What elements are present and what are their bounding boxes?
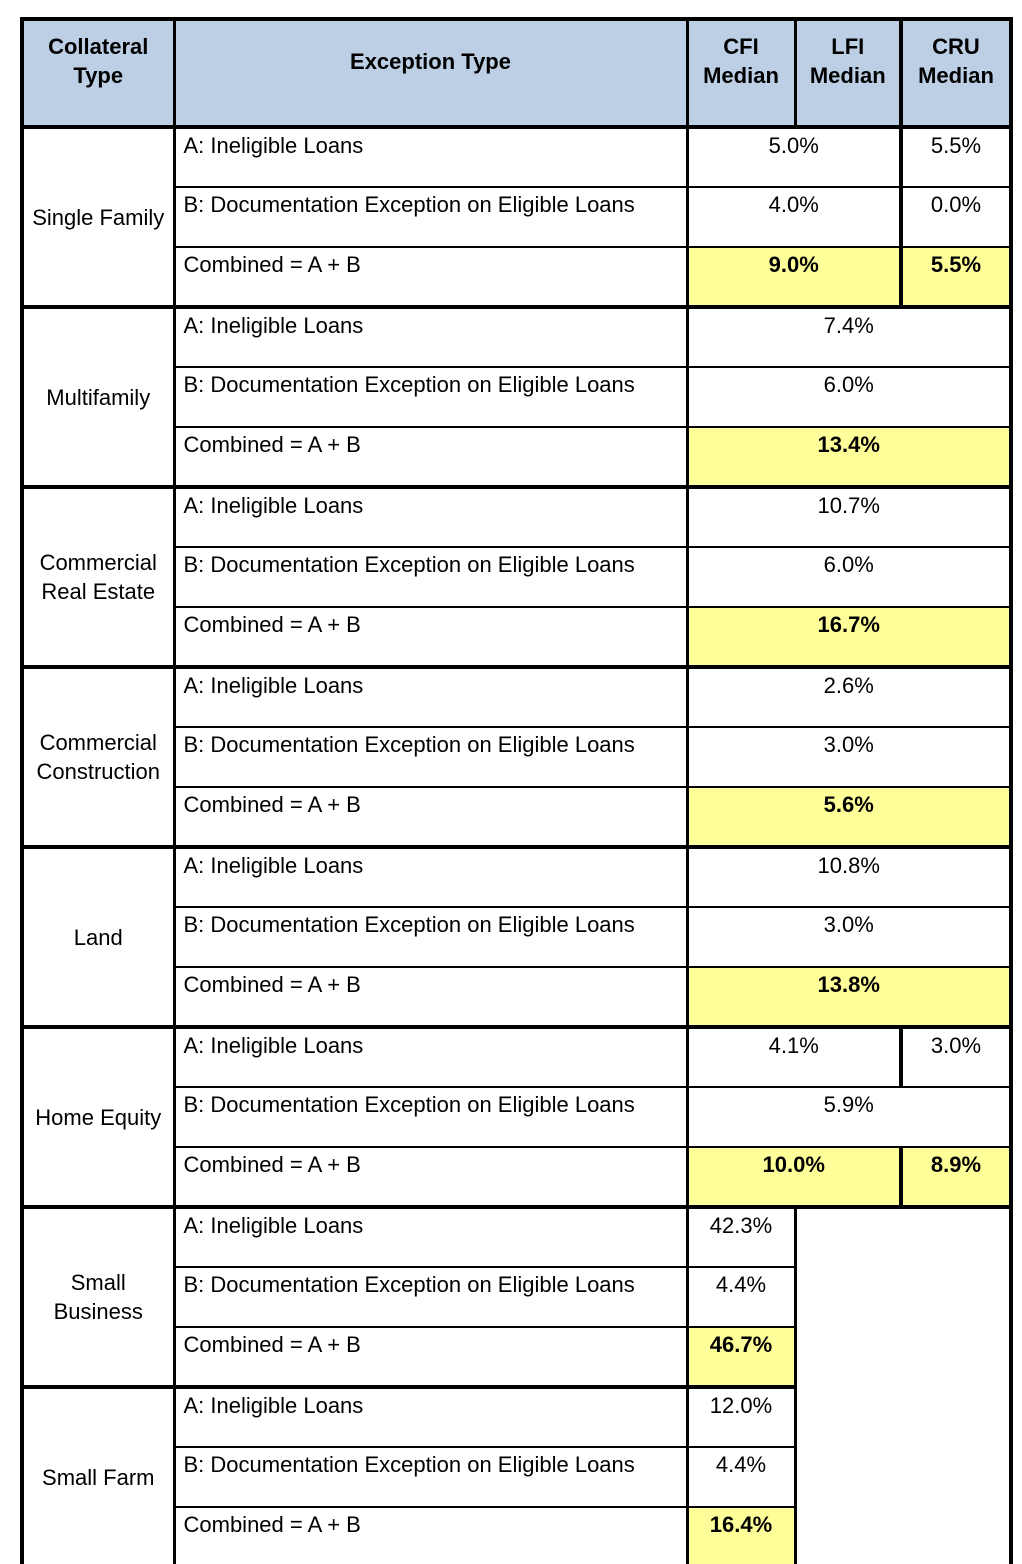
- table-row: [22, 1387, 1011, 1447]
- col-header-lfi-median: [795, 19, 901, 127]
- median-value-cell: 6.0%: [687, 367, 1011, 427]
- exception-type-cell: A: Ineligible Loans: [174, 1027, 687, 1087]
- combined-median-value-cell: 9.0%: [687, 247, 901, 307]
- col-header-lfi-median-label: LFI Median: [809, 34, 886, 88]
- median-value-cell: 3.0%: [901, 1027, 1011, 1087]
- col-header-cru-median: [901, 19, 1011, 127]
- median-value-cell: 10.7%: [687, 487, 1011, 547]
- exception-type-cell: B: Documentation Exception on Eligible Loans: [174, 907, 687, 967]
- table-row: [22, 847, 1011, 907]
- exception-type-cell: B: Documentation Exception on Eligible Loans: [174, 187, 687, 247]
- combined-median-value-cell: 13.8%: [687, 967, 1011, 1027]
- exception-type-cell: A: Ineligible Loans: [174, 847, 687, 907]
- combined-median-value-cell: 5.5%: [901, 247, 1011, 307]
- median-value-cell: 3.0%: [687, 727, 1011, 787]
- combined-median-value-cell: 13.4%: [687, 427, 1011, 487]
- median-value-cell: 5.5%: [901, 127, 1011, 187]
- exception-type-cell: Combined = A + B: [174, 607, 687, 667]
- table-row: [22, 667, 1011, 727]
- collateral-type-cell: Single Family: [22, 127, 174, 307]
- table-row: [22, 127, 1011, 187]
- median-value-cell: 5.0%: [687, 127, 901, 187]
- exception-type-cell: Combined = A + B: [174, 1327, 687, 1387]
- header-row: [22, 19, 1011, 127]
- exception-type-cell: Combined = A + B: [174, 247, 687, 307]
- combined-median-value-cell: 46.7%: [687, 1327, 795, 1387]
- median-value-cell: 4.1%: [687, 1027, 901, 1087]
- table-body: [22, 127, 1011, 1564]
- exception-type-cell: Combined = A + B: [174, 1147, 687, 1207]
- median-value-cell: 7.4%: [687, 307, 1011, 367]
- collateral-type-cell: Commercial Construction: [22, 667, 174, 847]
- collateral-type-cell: Small Farm: [22, 1387, 174, 1564]
- table-row: [22, 487, 1011, 547]
- collateral-type-cell: Small Business: [22, 1207, 174, 1387]
- exception-type-cell: B: Documentation Exception on Eligible Loans: [174, 367, 687, 427]
- exception-type-cell: Combined = A + B: [174, 787, 687, 847]
- exception-type-cell: Combined = A + B: [174, 427, 687, 487]
- median-value-cell: 6.0%: [687, 547, 1011, 607]
- collateral-type-cell: Land: [22, 847, 174, 1027]
- exception-type-cell: A: Ineligible Loans: [174, 307, 687, 367]
- exception-median-table: [20, 17, 1013, 1564]
- median-value-cell: 0.0%: [901, 187, 1011, 247]
- table-row: [22, 1027, 1011, 1087]
- exception-type-cell: B: Documentation Exception on Eligible Loans: [174, 547, 687, 607]
- exception-type-cell: Combined = A + B: [174, 967, 687, 1027]
- exception-type-cell: A: Ineligible Loans: [174, 487, 687, 547]
- collateral-type-cell: Multifamily: [22, 307, 174, 487]
- table-row: [22, 1207, 1011, 1267]
- exception-type-cell: Combined = A + B: [174, 1507, 687, 1564]
- median-value-cell: 12.0%: [687, 1387, 795, 1447]
- exception-type-cell: B: Documentation Exception on Eligible Loans: [174, 1267, 687, 1327]
- median-value-cell: 4.4%: [687, 1447, 795, 1507]
- combined-median-value-cell: 8.9%: [901, 1147, 1011, 1207]
- empty-region-cell: [795, 1387, 1011, 1564]
- median-value-cell: 2.6%: [687, 667, 1011, 727]
- empty-region-cell: [795, 1207, 1011, 1387]
- collateral-type-cell: Home Equity: [22, 1027, 174, 1207]
- combined-median-value-cell: 16.7%: [687, 607, 1011, 667]
- exception-type-cell: B: Documentation Exception on Eligible Loans: [174, 727, 687, 787]
- exception-type-cell: A: Ineligible Loans: [174, 1387, 687, 1447]
- combined-median-value-cell: 10.0%: [687, 1147, 901, 1207]
- median-value-cell: 4.4%: [687, 1267, 795, 1327]
- median-value-cell: 5.9%: [687, 1087, 1011, 1147]
- exception-type-cell: B: Documentation Exception on Eligible Loans: [174, 1087, 687, 1147]
- median-value-cell: 42.3%: [687, 1207, 795, 1267]
- combined-median-value-cell: 5.6%: [687, 787, 1011, 847]
- combined-median-value-cell: 16.4%: [687, 1507, 795, 1564]
- exception-type-cell: A: Ineligible Loans: [174, 667, 687, 727]
- col-header-collateral-type-label: Collateral Type: [48, 34, 149, 88]
- col-header-cfi-median: [687, 19, 795, 127]
- median-value-cell: 3.0%: [687, 907, 1011, 967]
- exception-type-cell: A: Ineligible Loans: [174, 1207, 687, 1267]
- col-header-cru-median-label: CRU Median: [918, 34, 994, 88]
- median-value-cell: 4.0%: [687, 187, 901, 247]
- table-row: [22, 307, 1011, 367]
- col-header-collateral-type: [22, 19, 174, 127]
- col-header-exception-type-label: Exception Type: [350, 48, 511, 74]
- collateral-type-cell: Commercial Real Estate: [22, 487, 174, 667]
- exception-type-cell: B: Documentation Exception on Eligible Loans: [174, 1447, 687, 1507]
- col-header-cfi-median-label: CFI Median: [703, 34, 779, 88]
- exception-type-cell: A: Ineligible Loans: [174, 127, 687, 187]
- median-value-cell: 10.8%: [687, 847, 1011, 907]
- col-header-exception-type: [174, 19, 687, 127]
